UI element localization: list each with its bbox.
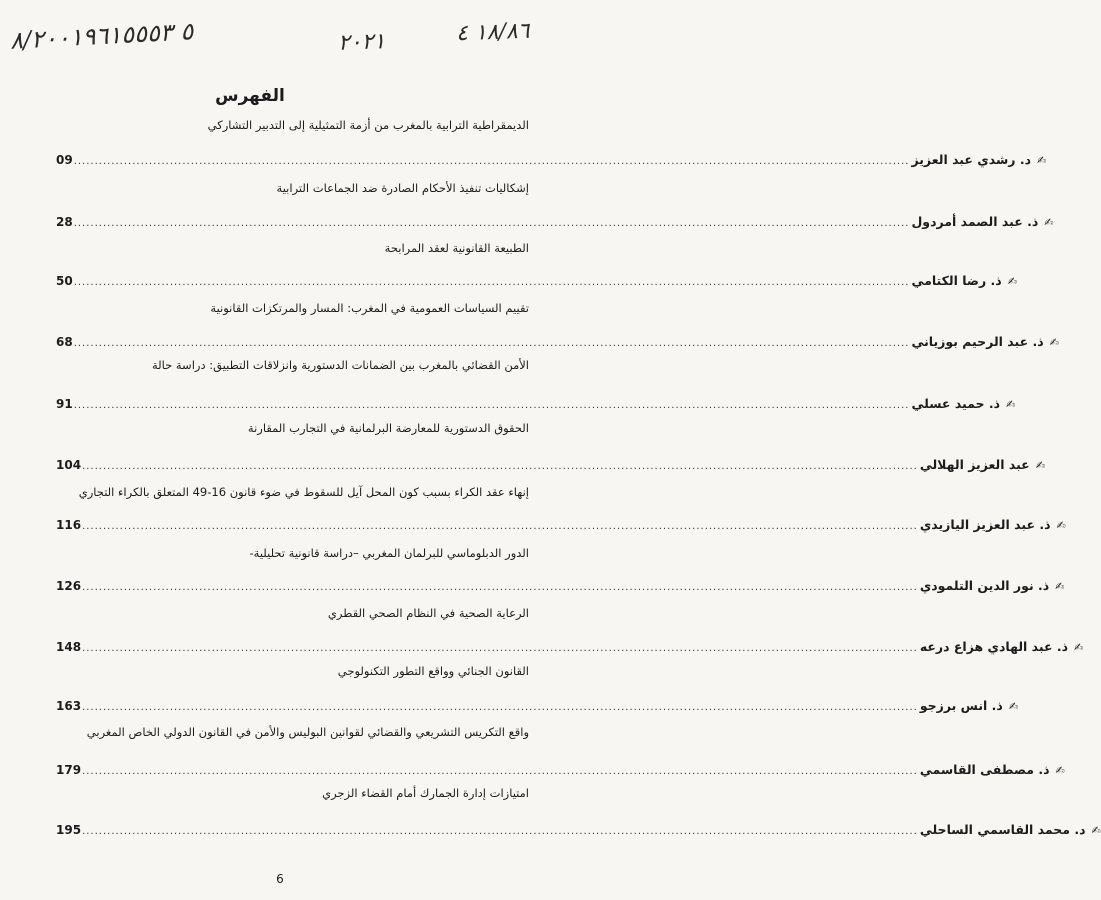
toc-page-number: 195	[56, 823, 82, 837]
toc-entry-title: الديمقراطية الترابية بالمغرب من أزمة التمثيلية إلى التدبير التشاركي	[207, 118, 529, 132]
dot-leader: ........................................................................................................................................................................................................	[82, 702, 918, 713]
pen-icon: ✍	[1006, 398, 1016, 411]
toc-author-name: ذ. عبد العزيز اليازيدي	[919, 517, 1051, 532]
toc-entry-author-row	[56, 334, 1059, 352]
toc-author-name: عبد العزيز الهلالي	[919, 457, 1030, 472]
toc-entry-author-row	[56, 822, 1101, 840]
handwritten-date: ١٨/٨٦ ٤	[455, 18, 530, 47]
toc-page-number: 148	[56, 640, 82, 654]
toc-entry-author-row	[56, 639, 1084, 657]
dot-leader: ........................................................................................................................................................................................................	[73, 338, 910, 349]
pen-icon: ✍	[1008, 700, 1019, 713]
dot-leader: ........................................................................................................................................................................................................	[82, 582, 918, 593]
pen-icon: ✍	[1044, 216, 1054, 229]
dot-leader: ........................................................................................................................................................................................................	[82, 826, 918, 837]
toc-page-number: 28	[56, 215, 73, 229]
pen-icon: ✍	[1035, 459, 1045, 472]
toc-page-number: 126	[56, 579, 82, 593]
toc-author-name: د. رشدي عبد العزيز	[911, 152, 1031, 167]
toc-page-number: 163	[56, 699, 82, 713]
toc-author-name: ذ. حميد عسلي	[911, 396, 1001, 411]
page-title: الفهرس	[215, 86, 285, 106]
toc-page-number: 50	[56, 274, 73, 288]
toc-entry-title: واقع التكريس التشريعي والقضائي لقوانين البوليس والأمن في القانون الدولي الخاص المغربي	[86, 725, 529, 739]
toc-author-name: ذ. مصطفى القاسمي	[919, 762, 1050, 777]
pen-icon: ✍	[1036, 154, 1047, 167]
pen-icon: ✍	[1091, 824, 1101, 837]
toc-entry-author-row	[56, 517, 1066, 535]
toc-entry-author-row	[56, 214, 1054, 232]
pen-icon: ✍	[1049, 336, 1059, 349]
toc-entry-author-row	[56, 396, 1016, 414]
toc-author-name: د. محمد القاسمي الساحلي	[919, 822, 1086, 837]
dot-leader: ........................................................................................................................................................................................................	[73, 156, 910, 167]
pen-icon: ✍	[1074, 641, 1084, 654]
toc-entry-title: إنهاء عقد الكراء بسبب كون المحل آيل للسقوط في ضوء قانون 16-49 المتعلق بالكراء التجاري	[78, 485, 529, 499]
toc-page-number: 179	[56, 763, 82, 777]
toc-entry-author-row	[56, 578, 1065, 596]
toc-author-name: ذ. عبد الرحيم بوزياني	[911, 334, 1044, 349]
toc-entry-title: امتيازات إدارة الجمارك أمام القضاء الزجري	[322, 786, 529, 800]
toc-entry-title: الأمن القضائي بالمغرب بين الضمانات الدستورية وانزلاقات التطبيق: دراسة حالة	[151, 358, 529, 372]
toc-entry-author-row	[56, 152, 1047, 170]
handwritten-reference: ۸/٥ ٢٠٠١٩٦١٥٥٥٣	[9, 17, 194, 55]
pen-icon: ✍	[1055, 764, 1065, 777]
dot-leader: ........................................................................................................................................................................................................	[82, 766, 918, 777]
toc-entry-title: تقييم السياسات العمومية في المغرب: المسار والمرتكزات القانونية	[210, 301, 529, 315]
toc-entry-author-row	[56, 698, 1019, 716]
toc-page-number: 104	[56, 458, 82, 472]
toc-author-name: ذ. رضا الكتامي	[911, 273, 1002, 288]
toc-entry-title: الرعاية الصحية في النظام الصحي القطري	[327, 606, 529, 620]
toc-entry-author-row	[56, 457, 1045, 475]
dot-leader: ........................................................................................................................................................................................................	[73, 277, 910, 288]
toc-author-name: ذ. عبد الصمد أمردول	[911, 214, 1039, 229]
pen-icon: ✍	[1007, 275, 1017, 288]
pen-icon: ✍	[1056, 519, 1066, 532]
toc-entry-author-row	[56, 273, 1017, 291]
dot-leader: ........................................................................................................................................................................................................	[82, 521, 918, 532]
dot-leader: ........................................................................................................................................................................................................	[82, 461, 918, 472]
toc-author-name: ذ. عبد الهادي هزاع درعه	[919, 639, 1069, 654]
toc-entry-title: القانون الجنائي وواقع التطور التكنولوجي	[337, 664, 529, 678]
dot-leader: ........................................................................................................................................................................................................	[73, 400, 910, 411]
toc-entry-title: إشكاليات تنفيذ الأحكام الصادرة ضد الجماعات الترابية	[276, 181, 529, 195]
toc-entry-author-row	[56, 762, 1065, 780]
toc-author-name: ذ. نور الدين التلمودي	[919, 578, 1050, 593]
toc-page-number: 68	[56, 335, 73, 349]
toc-author-name: ذ. انس برزجو	[919, 698, 1003, 713]
page-number: 6	[276, 872, 284, 886]
toc-page-number: 91	[56, 397, 73, 411]
toc-entry-title: الدور الدبلوماسي للبرلمان المغربي –دراسة قانونية تحليلية-	[249, 546, 529, 560]
toc-entry-title: الحقوق الدستورية للمعارضة البرلمانية في التجارب المقارنة	[247, 421, 529, 435]
dot-leader: ........................................................................................................................................................................................................	[82, 643, 918, 654]
pen-icon: ✍	[1055, 580, 1065, 593]
toc-page-number: 09	[56, 153, 73, 167]
toc-page-number: 116	[56, 518, 82, 532]
dot-leader: ........................................................................................................................................................................................................	[73, 218, 910, 229]
handwritten-year: ٢٠٢١	[337, 29, 386, 56]
toc-entry-title: الطبيعة القانونية لعقد المرابحة	[384, 241, 529, 255]
